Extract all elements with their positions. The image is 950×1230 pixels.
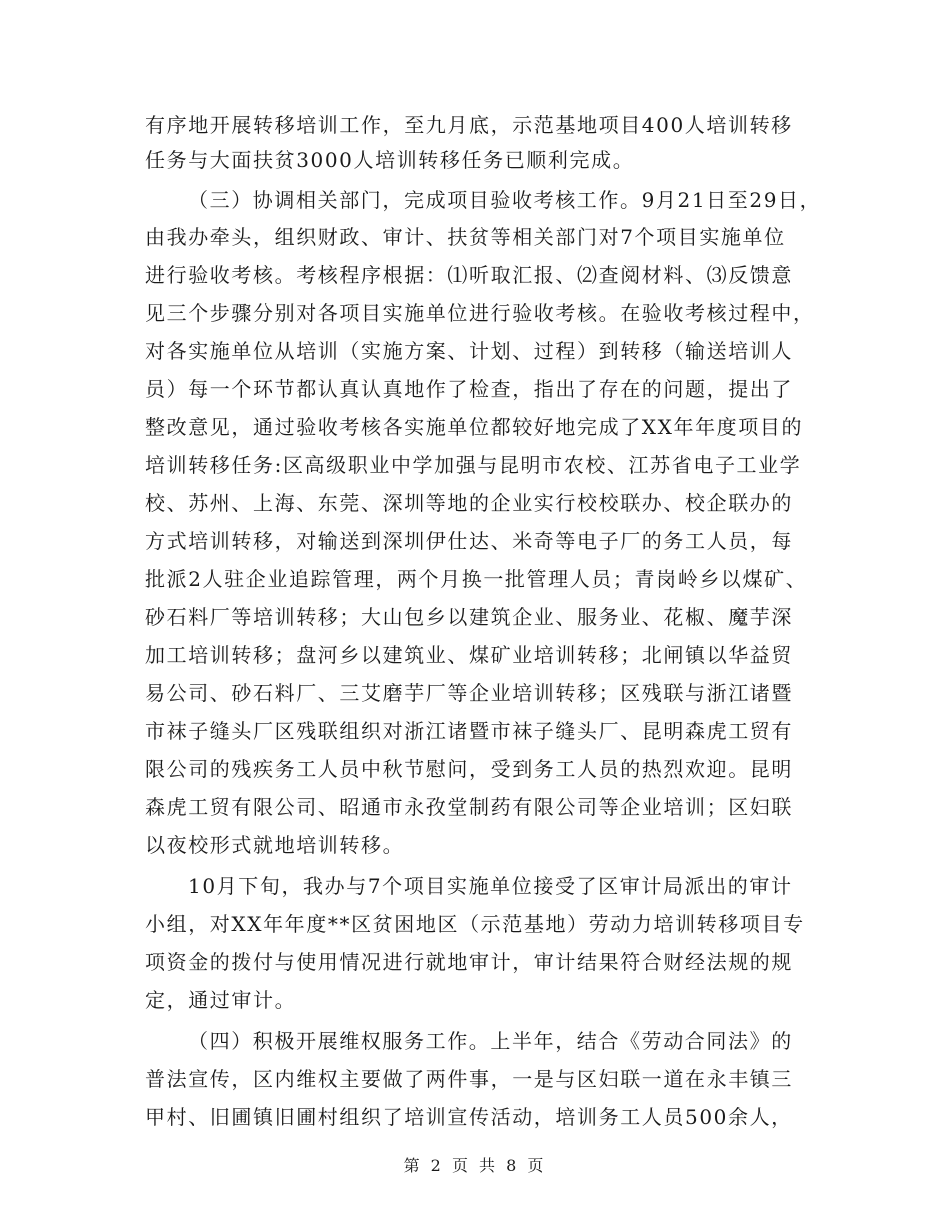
text-line: 市袜子缝头厂区残联组织对浙江诸暨市袜子缝头厂、昆明森虎工贸有 [145,719,793,743]
text-line: 易公司、砂石料厂、三艾磨芋厂等企业培训转移；区残联与浙江诸暨 [145,681,793,705]
text-line: 培训转移任务:区高级职业中学加强与昆明市农校、江苏省电子工业学 [145,453,802,477]
text-line: 项资金的拨付与使用情况进行就地审计，审计结果符合财经法规的规 [145,950,793,974]
text-line: 见三个步骤分别对各项目实施单位进行验收考核。在验收考核过程中， [145,301,815,325]
text-line: 加工培训转移；盘河乡以建筑业、煤矿业培训转移；北闸镇以华益贸 [145,643,793,667]
paragraph-start-line: 10月下旬，我办与7个项目实施单位接受了区审计局派出的审计 [188,874,793,898]
text-line: 校、苏州、上海、东莞、深圳等地的企业实行校校联办、校企联办的 [145,491,793,515]
text-line: 批派2人驻企业追踪管理，两个月换一批管理人员；青岗岭乡以煤矿、 [145,567,808,591]
text-line: 有序地开展转移培训工作，至九月底，示范基地项目400人培训转移 [145,113,793,137]
text-line: 限公司的残疾务工人员中秋节慰问，受到务工人员的热烈欢迎。昆明 [145,757,793,781]
text-line: 小组，对XX年年度**区贫困地区（示范基地）劳动力培训转移项目专 [145,912,805,936]
text-line: 普法宣传，区内维权主要做了两件事，一是与区妇联一道在永丰镇三 [145,1067,793,1091]
paragraph-start-line: （三）协调相关部门，完成项目验收考核工作。9月21日至29日， [188,188,822,212]
text-line: 以夜校形式就地培训转移。 [145,833,405,857]
text-line: 甲村、旧圃镇旧圃村组织了培训宣传活动，培训务工人员500余人， [145,1105,793,1129]
text-line: 进行验收考核。考核程序根据：⑴听取汇报、⑵查阅材料、⑶反馈意 [145,263,793,287]
text-line: 方式培训转移，对输送到深圳伊仕达、米奇等电子厂的务工人员，每 [145,529,793,553]
page-footer: 第 2 页 共 8 页 [403,1156,547,1175]
text-line: 整改意见，通过验收考核各实施单位都较好地完成了XX年年度项目的 [145,415,804,439]
text-line: 砂石料厂等培训转移；大山包乡以建筑企业、服务业、花椒、魔芋深 [145,605,793,629]
text-line: 森虎工贸有限公司、昭通市永孜堂制药有限公司等企业培训；区妇联 [145,795,793,819]
text-line: 定，通过审计。 [145,988,297,1012]
text-line: 由我办牵头，组织财政、审计、扶贫等相关部门对7个项目实施单位 [145,225,786,249]
text-line: 员）每一个环节都认真认真地作了检查，指出了存在的问题，提出了 [145,377,793,401]
text-line: 对各实施单位从培训（实施方案、计划、过程）到转移（输送培训人 [145,339,793,363]
paragraph-start-line: （四）积极开展维权服务工作。上半年，结合《劳动合同法》的 [188,1029,793,1053]
text-line: 任务与大面扶贫3000人培训转移任务已顺利完成。 [145,148,635,172]
